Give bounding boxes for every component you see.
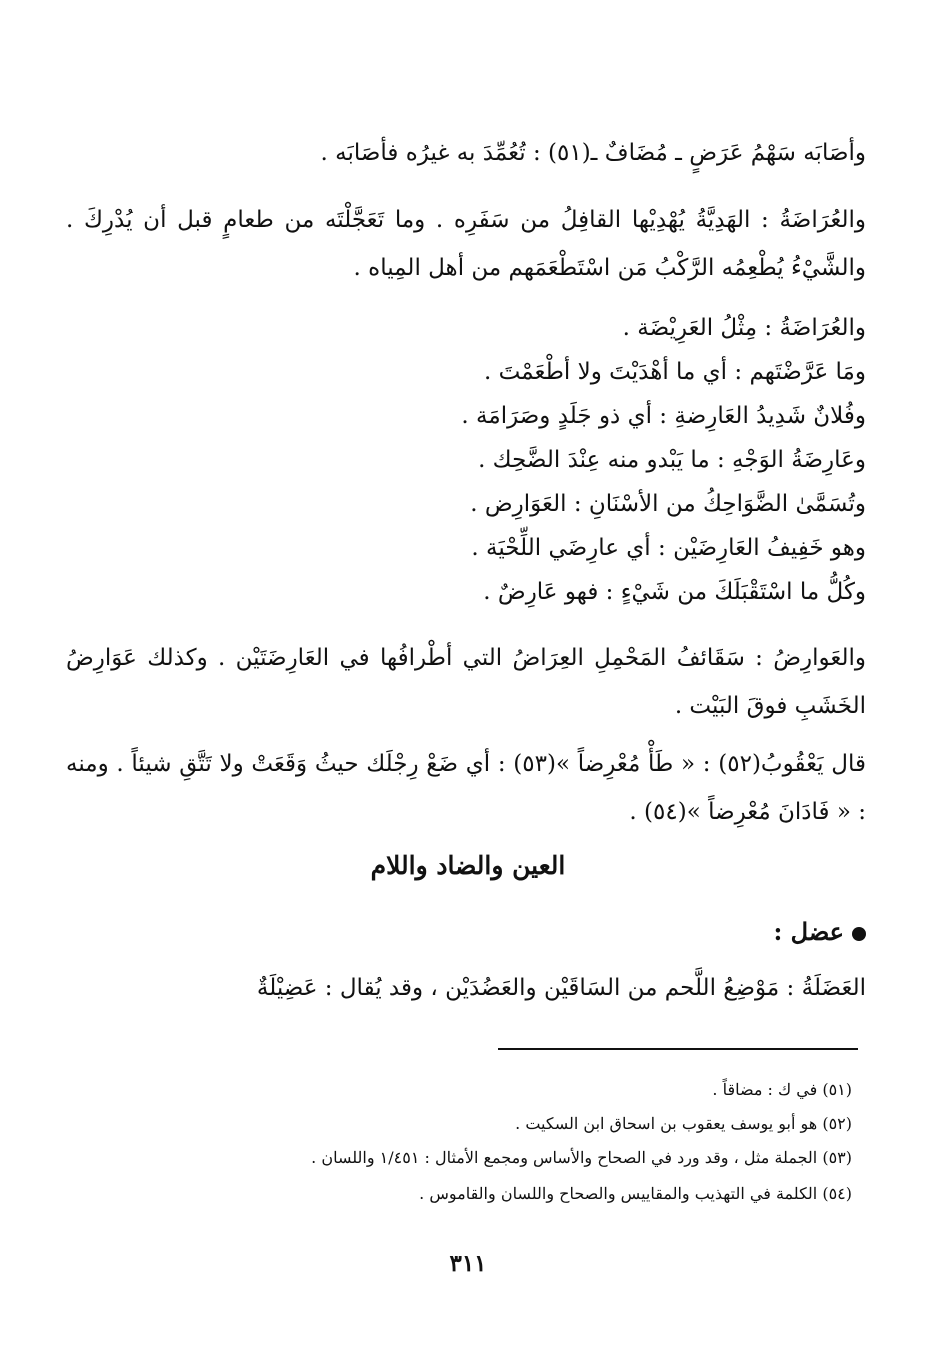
paragraph-2: والعُرَاضَةُ : الهَدِيَّةُ يُهْدِيْها القافِلُ من سَفَرِه . وما تَعَجَّلْتَه من طعامٍ قبل أن يُدْرِكَ . والشَّيْءُ يُطْعِمُه الرَّكْبُ مَن اسْتَطْعَمَهم من أهل المِياه . xyxy=(66,207,866,281)
entry-first-line: العَضَلَةُ : مَوْضِعُ اللَّحم من السَاقَيْن والعَضُدَيْن ، وقد يُقال : عَضِيْلَةٌ xyxy=(256,975,866,1001)
list-item: وعَارِضَةُ الوَجْهِ : ما يَبْدو منه عِنْدَ الضَّحِك . xyxy=(478,447,866,473)
footnote: (٥٣) الجملة مثل ، وقد ورد في الصحاح والأساس ومجمع الأمثال : ١/٤٥١ واللسان . xyxy=(311,1148,852,1167)
paragraph-4: والعَوارِضُ : سَقَائفُ المَحْمِلِ العِرَاضُ التي أطْرافُها في العَارِضَتَيْن . وكذلك عَوَارِضُ الخَشَبِ فوقَ البَيْت . xyxy=(66,645,866,719)
paragraph-5: قال يَعْقُوبُ(٥٢) : « طَأْ مُعْرِضاً »(٥٣) : أي ضَعْ رِجْلَك حيثُ وَقَعَتْ ولا تَتَّقِ شيئاً . ومنه : « فَادَانَ مُعْرِضاً »(٥٤) . xyxy=(66,751,866,825)
paragraph-1: وأصَابَه سَهْمُ عَرَضٍ ـ مُضَافٌ ـ(٥١) : تُعُمِّدَ به غيرُه فأصَابَه . xyxy=(320,140,866,166)
section-heading: العين والضاد واللام xyxy=(370,851,566,880)
bullet-icon xyxy=(852,927,866,941)
list-item: وفُلانٌ شَدِيدُ العَارِضةِ : أي ذو جَلَدٍ وصَرَامَة . xyxy=(461,403,866,429)
list-item: وتُسَمَّىٰ الضَّوَاحِكُ من الأسْنَانِ : العَوَارِض . xyxy=(470,491,866,517)
footnote: (٥٢) هو أبو يوسف يعقوب بن اسحاق ابن السكيت . xyxy=(515,1114,852,1133)
list-item: ومَا عَرَّضْتَهم : أي ما أهْدَيْتَ ولا أطْعَمْتَ . xyxy=(484,359,866,385)
entry-heading-label: عضل : xyxy=(773,917,844,946)
footnote: (٥١) في ك : مضاقاً . xyxy=(712,1080,852,1099)
footnote-divider xyxy=(498,1048,858,1050)
entry-heading xyxy=(773,912,866,952)
list-item: وهو خَفِيفُ العَارِضَيْن : أي عارِضَي اللِّحْيَة . xyxy=(471,535,866,561)
list-item: والعُرَاضَةُ : مِثْلُ العَرِيْضَة . xyxy=(622,315,866,341)
page-number: ٣١١ xyxy=(449,1250,487,1277)
footnote: (٥٤) الكلمة في التهذيب والمقاييس والصحاح واللسان والقاموس . xyxy=(419,1184,852,1203)
list-item: وكُلُّ ما اسْتَقْبَلَكَ من شَيْءٍ : فهو عَارِضٌ . xyxy=(483,579,866,605)
